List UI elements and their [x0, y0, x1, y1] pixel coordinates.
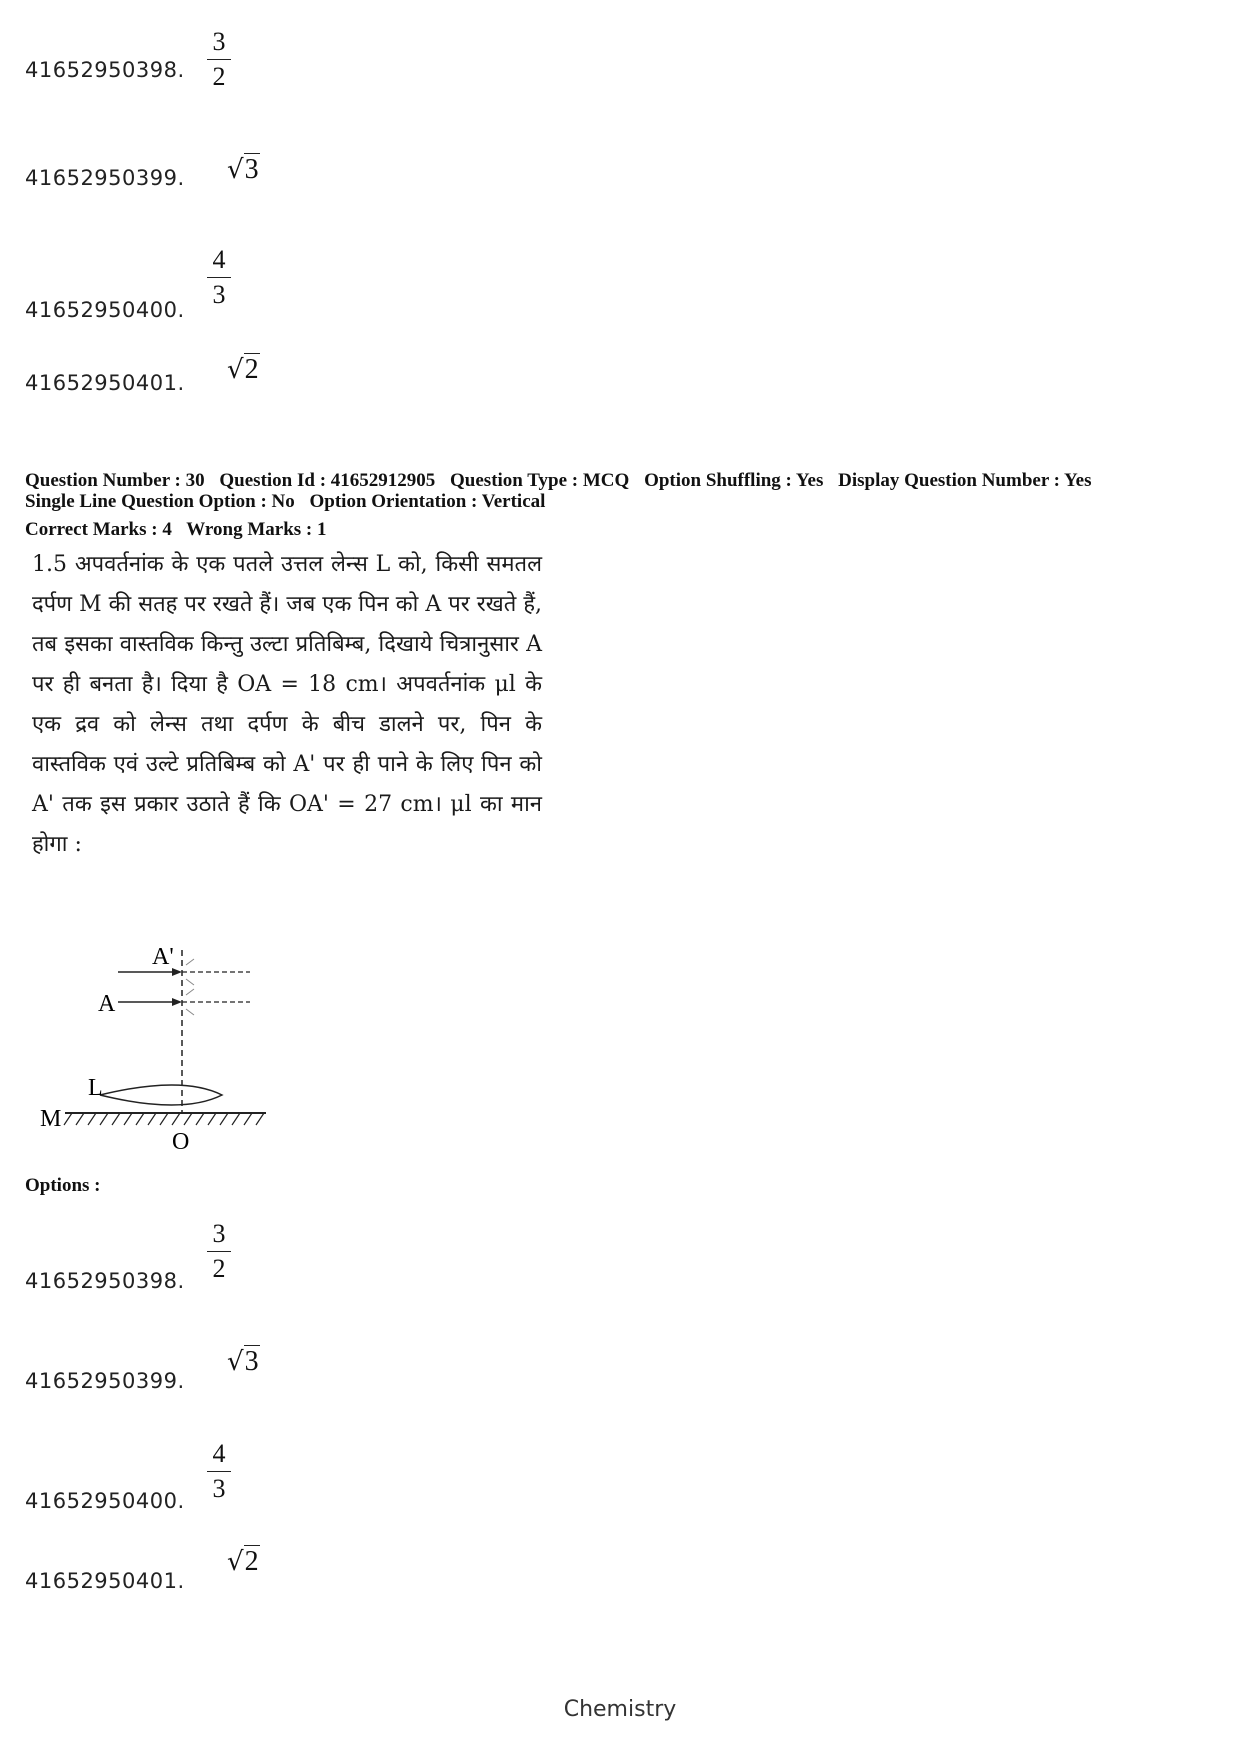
single-line-option: Single Line Question Option : No	[25, 491, 295, 512]
option-fraction	[205, 1221, 233, 1282]
label-a: A	[98, 991, 116, 1017]
fraction-numerator: 3	[212, 1219, 226, 1248]
wrong-marks: Wrong Marks : 1	[186, 519, 327, 540]
label-l: L	[88, 1075, 103, 1101]
question-type: Question Type : MCQ	[450, 470, 630, 491]
sqrt-icon: √	[227, 155, 244, 185]
option-fraction	[205, 247, 233, 308]
sqrt-icon: √	[227, 1547, 244, 1577]
sqrt-radicand: 2	[244, 354, 259, 385]
option-orientation: Option Orientation : Vertical	[309, 491, 546, 512]
convex-lens	[100, 1085, 222, 1105]
question-meta-line-2	[25, 491, 555, 512]
option-shuffling: Option Shuffling : Yes	[644, 470, 824, 491]
option-item	[25, 300, 425, 395]
option-sqrt	[227, 354, 260, 386]
sqrt-icon: √	[227, 355, 244, 385]
display-question-number: Display Question Number : Yes	[838, 470, 1092, 491]
option-item	[25, 100, 425, 190]
option-sqrt	[227, 1346, 260, 1378]
option-item	[25, 1500, 425, 1593]
fraction-denominator: 2	[212, 1254, 226, 1283]
option-fraction	[205, 1441, 233, 1502]
option-id: 41652950399.	[25, 1369, 185, 1393]
correct-marks: Correct Marks : 4	[25, 519, 172, 540]
option-id: 41652950398.	[25, 1269, 185, 1293]
page-footer: Chemistry	[563, 1697, 677, 1722]
options-heading: Options :	[25, 1175, 101, 1196]
option-item	[25, 0, 425, 90]
option-item	[25, 1200, 425, 1293]
option-id: 41652950399.	[25, 166, 185, 190]
lens-mirror-diagram	[30, 935, 310, 1155]
option-id: 41652950400.	[25, 298, 185, 322]
sqrt-radicand: 2	[244, 1546, 259, 1577]
option-sqrt	[227, 1546, 260, 1578]
option-fraction	[205, 29, 233, 90]
fraction-numerator: 3	[212, 27, 226, 56]
marks-line	[25, 519, 336, 540]
fraction-numerator: 4	[212, 245, 226, 274]
option-id: 41652950398.	[25, 58, 185, 82]
fraction-numerator: 4	[212, 1439, 226, 1468]
option-sqrt	[227, 154, 260, 186]
option-id: 41652950401.	[25, 1569, 185, 1593]
option-item	[25, 222, 425, 322]
label-a-prime: A'	[152, 944, 174, 970]
option-item	[25, 1420, 425, 1513]
question-meta-line-1	[25, 470, 1101, 491]
option-id: 41652950400.	[25, 1489, 185, 1513]
arrow-icon	[172, 998, 182, 1006]
label-o: O	[172, 1129, 190, 1155]
fraction-denominator: 3	[212, 280, 226, 309]
option-id: 41652950401.	[25, 371, 185, 395]
question-text: 1.5 अपवर्तनांक के एक पतले उत्तल लेन्स L को, किसी समतल दर्पण M की सतह पर रखते हैं। जब एक पिन को A पर रखते हैं, तब इसका वास्तविक किन्तु उल्टा प्रतिबिम्ब, दिखाये चित्रानुसार A पर ही बनता है। दिया है OA = 18 cm। अपवर्तनांक μl के एक द्रव को लेन्स तथा दर्पण के बीच डालने पर, पिन के वास्तविक एवं उल्टे प्रतिबिम्ब को A' पर ही पाने के लिए पिन को A' तक इस प्रकार उठाते हैं कि OA' = 27 cm। μl का मान होगा :	[32, 552, 542, 857]
question-id: Question Id : 41652912905	[219, 470, 436, 491]
sqrt-icon: √	[227, 1347, 244, 1377]
sqrt-radicand: 3	[244, 1346, 259, 1377]
mirror-hatching	[64, 1113, 264, 1125]
fraction-denominator: 2	[212, 62, 226, 91]
sqrt-radicand: 3	[244, 154, 259, 185]
option-item	[25, 1300, 425, 1393]
question-number: Question Number : 30	[25, 470, 205, 491]
fraction-denominator: 3	[212, 1474, 226, 1503]
label-m: M	[40, 1106, 62, 1132]
